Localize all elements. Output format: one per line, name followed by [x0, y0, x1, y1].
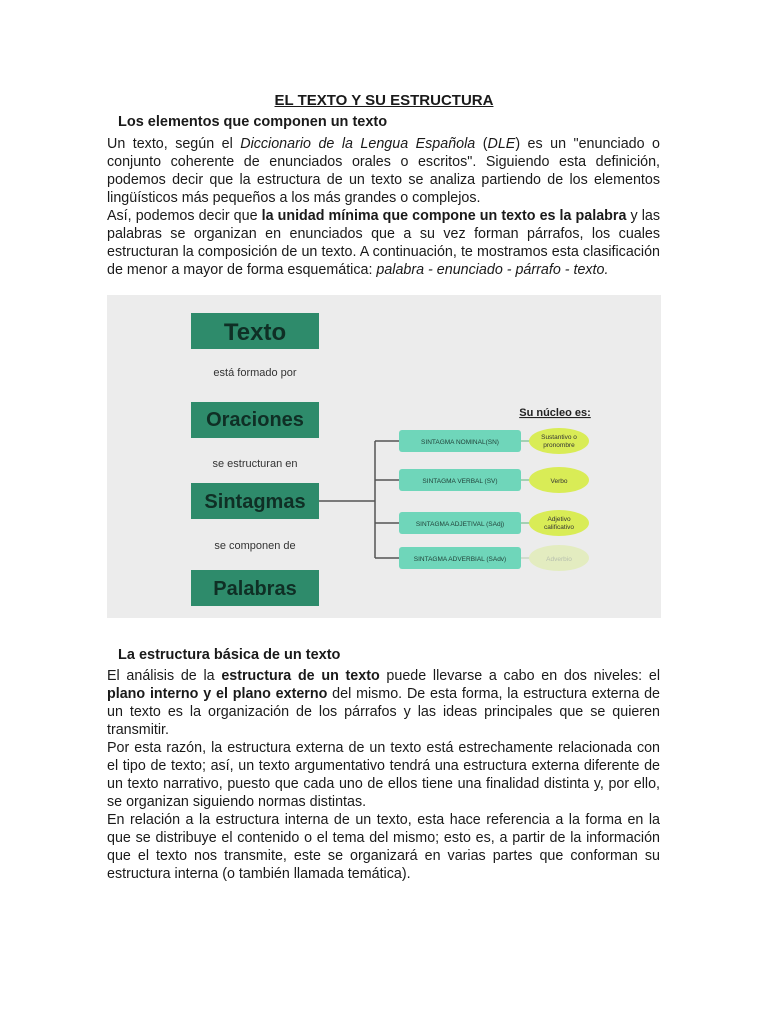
box-oraciones-label: Oraciones	[206, 409, 304, 431]
nucleus-header: Su núcleo es:	[519, 407, 591, 419]
text-run: del mismo. De esta forma, la estructura externa de un texto es la organización de los párrafos y las ideas principales que se quieren transmitir.	[107, 686, 661, 738]
nucleus-oval-adjetival	[529, 510, 589, 536]
paragraph-estructura-interna: En relación a la estructura interna de un texto, esta hace referencia a la forma en la que se distribuye el contenido o el tema del mismo; esto es, a partir de la información que el texto nos transmite, este se organizará en varias partes que conforman su estructura interna (o también llamada temática).	[107, 812, 660, 882]
text-run-bold: la unidad mínima que compone un texto es la palabra	[261, 208, 627, 224]
text-run: puede llevarse a cabo en dos niveles: el	[379, 668, 660, 684]
sintagma-row-adverbial	[399, 545, 589, 571]
text-run-bold: plano interno y el plano externo	[107, 686, 328, 702]
nucleus-nominal-line2: pronombre	[543, 442, 575, 449]
structure-diagram	[107, 295, 661, 618]
nucleus-nominal-line1: Sustantivo o	[541, 434, 577, 441]
text-run: Así, podemos decir que	[107, 208, 262, 224]
text-run-italic: palabra - enunciado - párrafo - texto.	[376, 262, 609, 278]
text-run: y las palabras se organizan en enunciados que a su vez forman párrafos, los cuales estructuran la composición de un texto. A continuación, te mostramos esta clasificación de menor a mayor de forma esquemática:	[107, 208, 661, 278]
paragraph-unidad-minima	[107, 207, 660, 279]
text-run: El análisis de la	[107, 668, 222, 684]
box-sintagmas	[191, 483, 319, 519]
paragraph-definicion	[107, 135, 660, 207]
sintagma-nominal-label: SINTAGMA NOMINAL(SN)	[421, 439, 499, 446]
sintagma-verbal-label: SINTAGMA VERBAL (SV)	[422, 478, 498, 485]
nucleus-oval-nominal	[529, 428, 589, 454]
box-palabras-label: Palabras	[213, 578, 297, 600]
connector-label-2: se estructuran en	[212, 458, 298, 470]
sintagma-adjetival-label: SINTAGMA ADJETIVAL (SAdj)	[415, 521, 505, 528]
text-run-italic: DLE	[487, 136, 516, 152]
structure-diagram-svg	[107, 295, 661, 618]
page-title: EL TEXTO Y SU ESTRUCTURA	[274, 92, 494, 109]
section-heading-estructura-basica: La estructura básica de un texto	[118, 647, 341, 663]
connector-label-1: está formado por	[213, 367, 297, 379]
sintagma-row-adjetival	[399, 510, 589, 536]
connector-label-3: se componen de	[214, 540, 296, 552]
nucleus-adjetival-line2: calificativo	[544, 524, 574, 531]
bracket-lines	[319, 441, 399, 558]
text-run: ) es un "enunciado o conjunto coherente de enunciados orales o escritos". Siguiendo esta definición, podemos decir que la estructura de un texto se analiza partiendo de los elementos lingüísticos más pequeños a los más grandes o complejos.	[107, 136, 661, 206]
nucleus-verbal-line1: Verbo	[550, 478, 568, 485]
sintagma-row-nominal	[399, 428, 589, 454]
nucleus-adjetival-line1: Adjetivo	[547, 516, 571, 523]
sintagma-adverbial-label: SINTAGMA ADVERBIAL (SAdv)	[413, 556, 507, 563]
nucleus-adverbial-line1: Adverbio	[546, 556, 572, 563]
box-palabras	[191, 570, 319, 606]
paragraph-estructura-externa: Por esta razón, la estructura externa de un texto está estrechamente relacionada con el tipo de texto; así, un texto argumentativo tendrá una estructura externa diferente de un texto narrativo, puesto que cada uno de ellos tiene una finalidad distinta y, por ello, se organizan siguiendo normas distintas.	[107, 740, 660, 810]
box-texto-label: Texto	[223, 319, 287, 346]
paragraph-niveles	[107, 667, 660, 739]
box-sintagmas-label: Sintagmas	[204, 491, 306, 513]
text-run: Un texto, según el	[107, 136, 241, 152]
box-texto	[191, 313, 319, 349]
text-run: (	[475, 136, 488, 152]
section-heading-elementos: Los elementos que componen un texto	[118, 114, 388, 130]
text-run-italic: Diccionario de la Lengua Española	[240, 136, 476, 152]
text-run-bold: estructura de un texto	[221, 668, 380, 684]
box-oraciones	[191, 402, 319, 438]
sintagma-row-verbal	[399, 467, 589, 493]
